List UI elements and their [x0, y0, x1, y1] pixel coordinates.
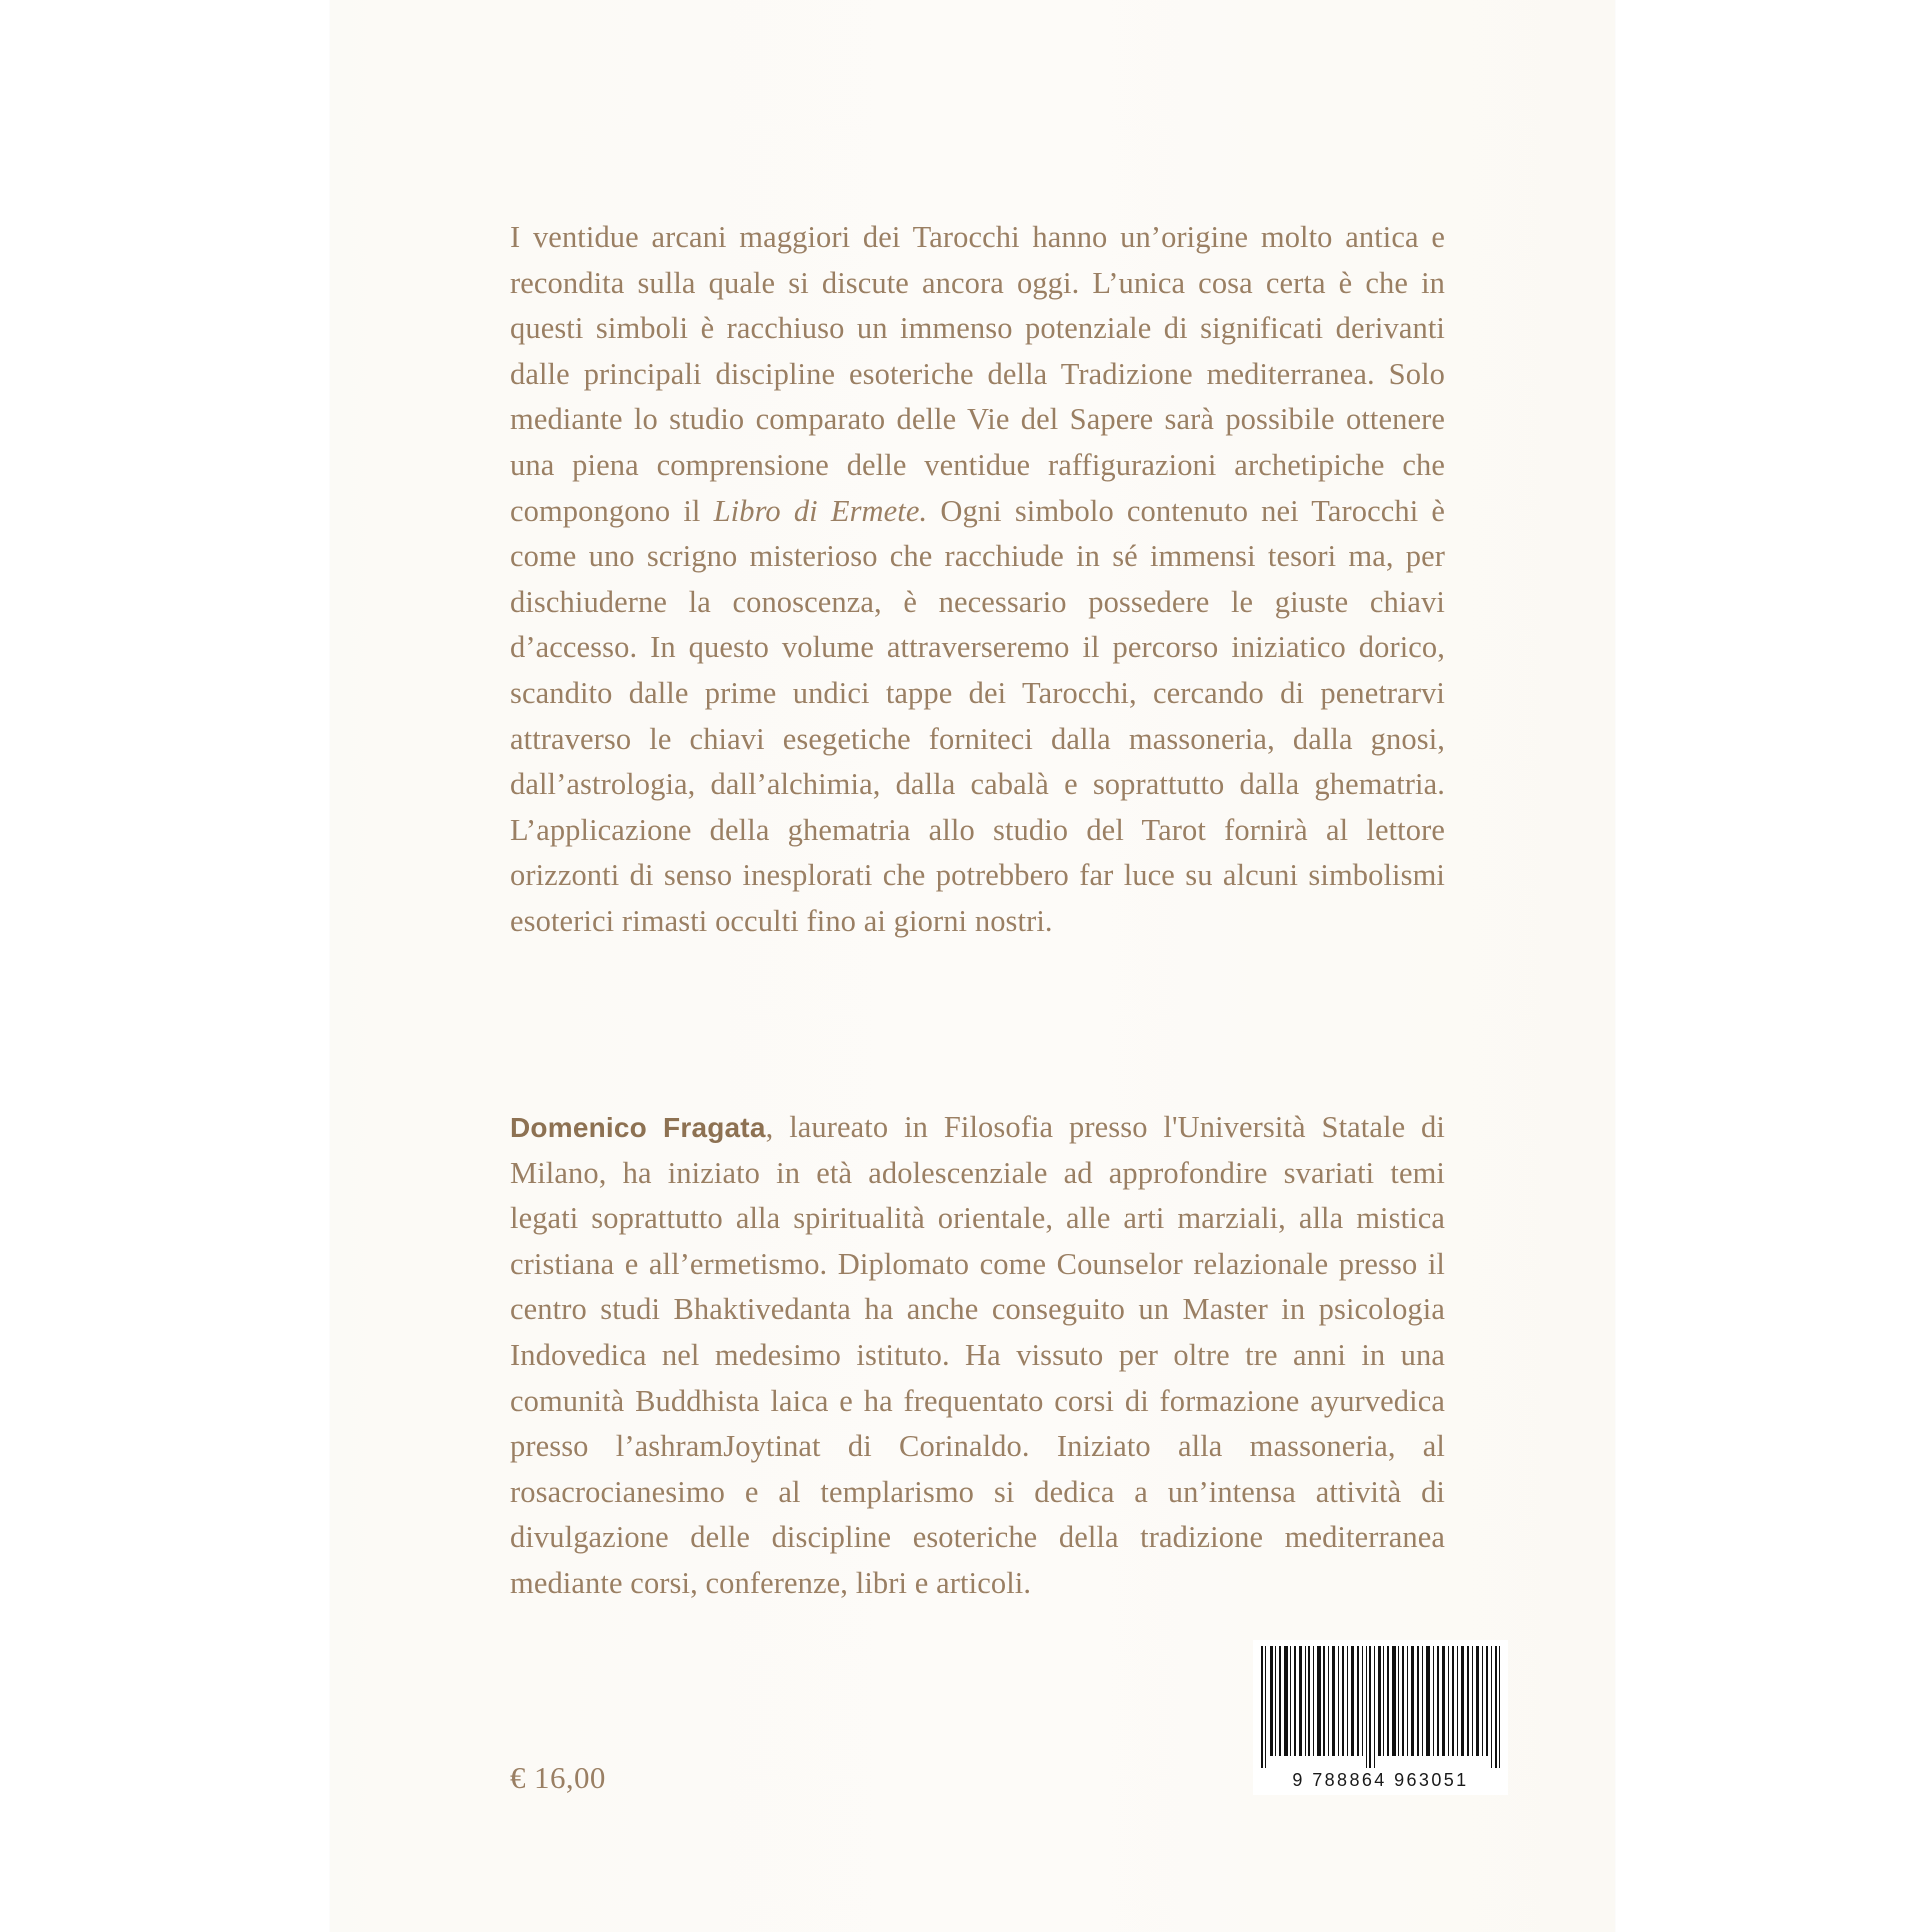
barcode — [1253, 1640, 1508, 1795]
author-name: Domenico Fragata — [510, 1112, 766, 1143]
blurb-italic-title: Libro di Ermete. — [713, 493, 928, 528]
cover-surface — [330, 0, 1615, 1932]
author-bio-paragraph — [510, 1105, 1445, 1607]
blurb-text-part-1: I ventidue arcani maggiori dei Tarocchi hanno un’origine molto antica e recondita sulla quale si discute ancora oggi. L’unica cosa certa è che in questi simboli è racchiuso un immenso potenziale di significati derivanti dalle principali discipline esoteriche della Tradizione mediterranea. Solo mediante lo studio comparato delle Vie del Sapere sarà possibile ottenere una piena comprensione delle ventidue raffigurazioni archetipiche che compongono il — [510, 220, 1445, 528]
author-bio-text: , laureato in Filosofia presso l'Università Statale di Milano, ha iniziato in età adolescenziale ad approfondire svariati temi legati soprattutto alla spiritualità orientale, alle arti marziali, alla mistica cristiana e all’ermetismo. Diplomato come Counselor relazionale presso il centro studi Bhaktivedanta ha anche conseguito un Master in psicologia Indovedica nel medesimo istituto. Ha vissuto per oltre tre anni in una comunità Buddhista laica e ha frequentato corsi di formazione ayurvedica presso l’ashramJoytinat di Corinaldo. Iniziato alla massoneria, al rosacrocianesimo e al templarismo si dedica a un’intensa attività di divulgazione delle discipline esoteriche della tradizione mediterranea mediante corsi, conferenze, libri e articoli. — [510, 1110, 1445, 1600]
book-cover — [330, 0, 1615, 1932]
blurb-text-part-2: Ogni simbolo contenuto nei Tarocchi è come uno scrigno misterioso che racchiude in sé immensi tesori ma, per dischiuderne la conoscenza, è necessario possedere le giuste chiavi d’accesso. In questo volume attraverseremo il percorso iniziatico dorico, scandito dalle prime undici tappe dei Tarocchi, cercando di penetrarvi attraverso le chiavi esegetiche forniteci dalla massoneria, dalla gnosi, dall’astrologia, dall’alchimia, dalla cabalà e soprattutto dalla ghematria. L’applicazione della ghematria allo studio del Tarot fornirà al lettore orizzonti di senso inesplorati che potrebbero far luce su alcuni simbolismi esoterici rimasti occulti fino ai giorni nostri. — [510, 493, 1446, 938]
price-label: € 16,00 — [510, 1760, 606, 1795]
barcode-bars-icon — [1259, 1646, 1502, 1768]
blurb-paragraph — [510, 215, 1445, 945]
barcode-number: 9 788864 963051 — [1292, 1770, 1469, 1790]
